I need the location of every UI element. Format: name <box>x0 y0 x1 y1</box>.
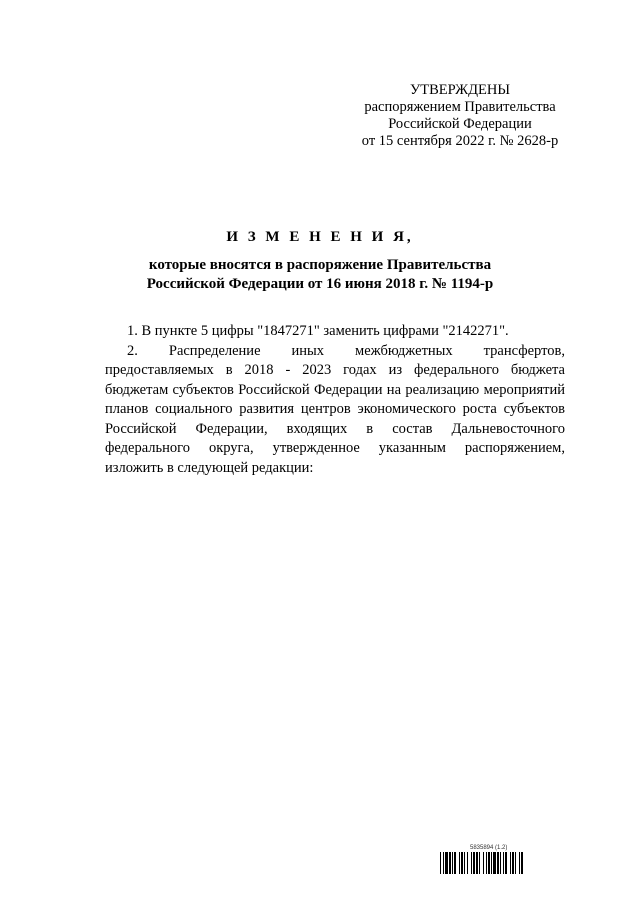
title-subtitle <box>100 256 540 294</box>
document-title <box>100 228 540 294</box>
title-main: И З М Е Н Е Н И Я, <box>226 229 414 245</box>
approval-line: Российской Федерации <box>388 116 532 132</box>
approval-heading: УТВЕРЖДЕНЫ <box>409 82 511 98</box>
approval-date: от 15 сентября 2022 г. № 2628-р <box>361 133 559 149</box>
barcode-number: 5835894 (1.2) <box>470 845 508 851</box>
document-body <box>105 322 565 478</box>
approval-block <box>340 82 580 150</box>
paragraph-1: 1. В пункте 5 цифры "1847271" заменить цифрами "2142271". <box>127 323 509 339</box>
barcode-bar <box>523 852 524 874</box>
barcode <box>440 845 570 874</box>
title-subtitle-line: Российской Федерации от 16 июня 2018 г. № 1194-р <box>146 276 494 292</box>
barcode-bars <box>440 852 570 874</box>
approval-line: распоряжением Правительства <box>364 99 556 115</box>
paragraph-2: 2. Распределение иных межбюджетных трансфертов, предоставляемых в 2018 - 2023 годах из федерального бюджета бюджетам субъектов Российской Федерации на реализацию мероприятий планов социального развития центров экономического роста субъектов Российской Федерации, входящих в состав Дальневосточного федерального округа, утвержденное указанным распоряжением, изложить в следующей редакции: <box>105 342 565 476</box>
title-subtitle-line: которые вносятся в распоряжение Правительства <box>148 257 492 273</box>
